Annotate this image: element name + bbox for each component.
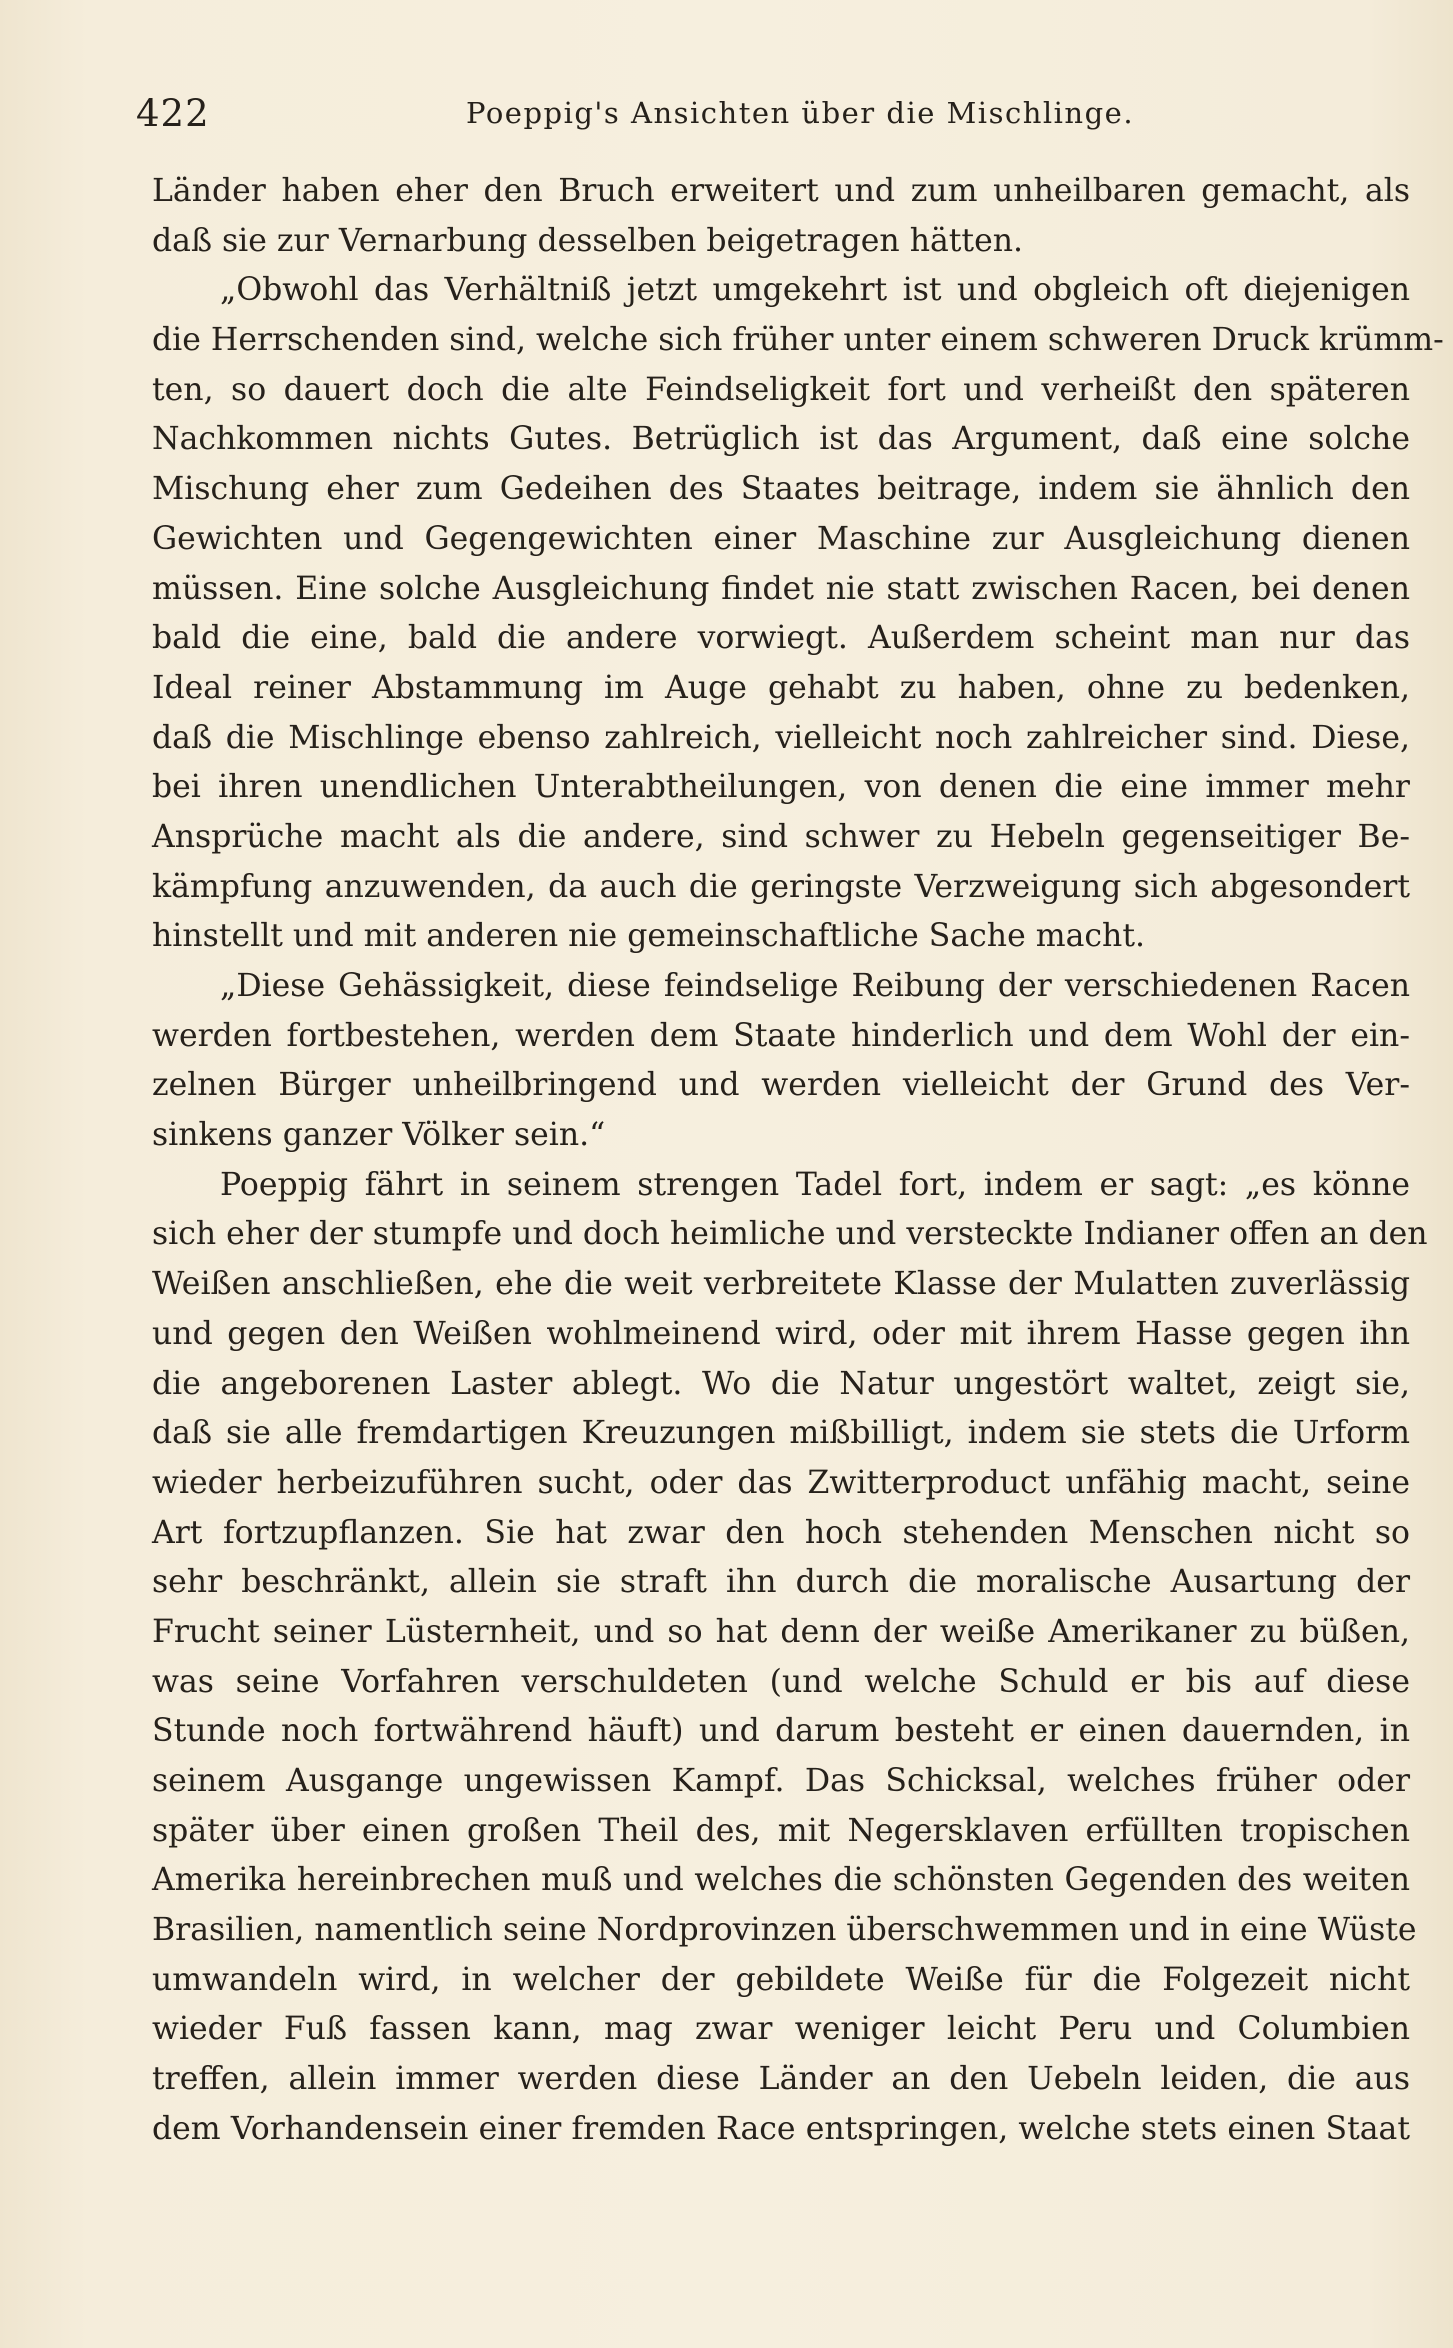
running-title: Poeppig's Ansichten über die Mischlinge.	[466, 96, 1135, 130]
text-line: werden fortbestehen, werden dem Staate hinderlich und dem Wohl der ein-	[152, 1017, 1410, 1054]
text-line: Ansprüche macht als die andere, sind schwer zu Hebeln gegenseitiger Be-	[152, 818, 1410, 855]
text-line: dem Vorhandensein einer fremden Race entspringen, welche stets einen Staat	[152, 2110, 1410, 2147]
text-line: umwandeln wird, in welcher der gebildete Weiße für die Folgezeit nicht	[152, 1961, 1410, 1998]
text-line: hinstellt und mit anderen nie gemeinschaftliche Sache macht.	[152, 918, 1145, 955]
text-line: müssen. Eine solche Ausgleichung findet nie statt zwischen Racen, bei denen	[152, 570, 1410, 607]
text-line: Gewichten und Gegengewichten einer Maschine zur Ausgleichung dienen	[152, 520, 1410, 557]
text-line: die Herrschenden sind, welche sich früher unter einem schweren Druck krümm-	[152, 322, 1444, 359]
text-line: treffen, allein immer werden diese Länder an den Uebeln leiden, die aus	[152, 2061, 1410, 2098]
text-line: Amerika hereinbrechen muß und welches die schönsten Gegenden des weiten	[152, 1862, 1410, 1899]
text-line: kämpfung anzuwenden, da auch die geringste Verzweigung sich abgesondert	[152, 868, 1410, 905]
text-line: sinkens ganzer Völker sein.“	[152, 1117, 606, 1154]
text-line: und gegen den Weißen wohlmeinend wird, oder mit ihrem Hasse gegen ihn	[152, 1315, 1410, 1352]
text-line: daß sie zur Vernarbung desselben beigetragen hätten.	[152, 222, 1024, 259]
text-line: bei ihren unendlichen Unterabtheilungen, von denen die eine immer mehr	[152, 769, 1410, 806]
text-line: Art fortzupflanzen. Sie hat zwar den hoch stehenden Menschen nicht so	[152, 1514, 1410, 1551]
text-line: später über einen großen Theil des, mit Negersklaven erfüllten tropischen	[152, 1812, 1410, 1849]
text-line: sich eher der stumpfe und doch heimliche und versteckte Indianer offen an den	[152, 1216, 1428, 1253]
text-line: Brasilien, namentlich seine Nordprovinzen überschwemmen und in eine Wüste	[152, 1912, 1417, 1949]
text-line: ten, so dauert doch die alte Feindseligkeit fort und verheißt den späteren	[152, 371, 1410, 408]
text-line: „Obwohl das Verhältniß jetzt umgekehrt ist und obgleich oft diejenigen	[220, 272, 1410, 309]
text-line: Frucht seiner Lüsternheit, und so hat denn der weiße Amerikaner zu büßen,	[152, 1613, 1410, 1650]
text-line: „Diese Gehässigkeit, diese feindselige Reibung der verschiedenen Racen	[220, 968, 1410, 1004]
text-line: sehr beschränkt, allein sie straft ihn durch die moralische Ausartung der	[152, 1564, 1410, 1601]
text-line: Nachkommen nichts Gutes. Betrüglich ist das Argument, daß eine solche	[152, 421, 1410, 458]
text-line: Weißen anschließen, ehe die weit verbreitete Klasse der Mulatten zuverlässig	[152, 1266, 1410, 1303]
text-line: Länder haben eher den Bruch erweitert und zum unheilbaren gemacht, als	[152, 173, 1410, 209]
body-text	[152, 167, 1444, 2155]
text-line: wieder Fuß fassen kann, mag zwar weniger leicht Peru und Columbien	[152, 2011, 1410, 2048]
text-line: wieder herbeizuführen sucht, oder das Zwitterproduct unfähig macht, seine	[152, 1464, 1410, 1501]
text-line: Poeppig fährt in seinem strengen Tadel fort, indem er sagt: „es könne	[220, 1166, 1410, 1203]
text-line: Ideal reiner Abstammung im Auge gehabt zu haben, ohne zu bedenken,	[152, 669, 1410, 706]
text-line: was seine Vorfahren verschuldeten (und welche Schuld er bis auf diese	[152, 1663, 1410, 1700]
text-line: Mischung eher zum Gedeihen des Staates beitrage, indem sie ähnlich den	[152, 471, 1410, 508]
running-head	[136, 92, 1404, 142]
text-line: zelnen Bürger unheilbringend und werden vielleicht der Grund des Ver-	[152, 1067, 1410, 1104]
text-line: bald die eine, bald die andere vorwiegt. Außerdem scheint man nur das	[152, 620, 1410, 657]
text-line: die angeborenen Laster ablegt. Wo die Natur ungestört waltet, zeigt sie,	[152, 1365, 1410, 1402]
text-line: daß sie alle fremdartigen Kreuzungen mißbilligt, indem sie stets die Urform	[152, 1415, 1410, 1452]
text-line: Stunde noch fortwährend häuft) und darum besteht er einen dauernden, in	[152, 1713, 1410, 1750]
page-number: 422	[136, 92, 210, 135]
text-line: daß die Mischlinge ebenso zahlreich, vielleicht noch zahlreicher sind. Diese,	[152, 719, 1410, 756]
text-line: seinem Ausgange ungewissen Kampf. Das Schicksal, welches früher oder	[152, 1763, 1410, 1799]
